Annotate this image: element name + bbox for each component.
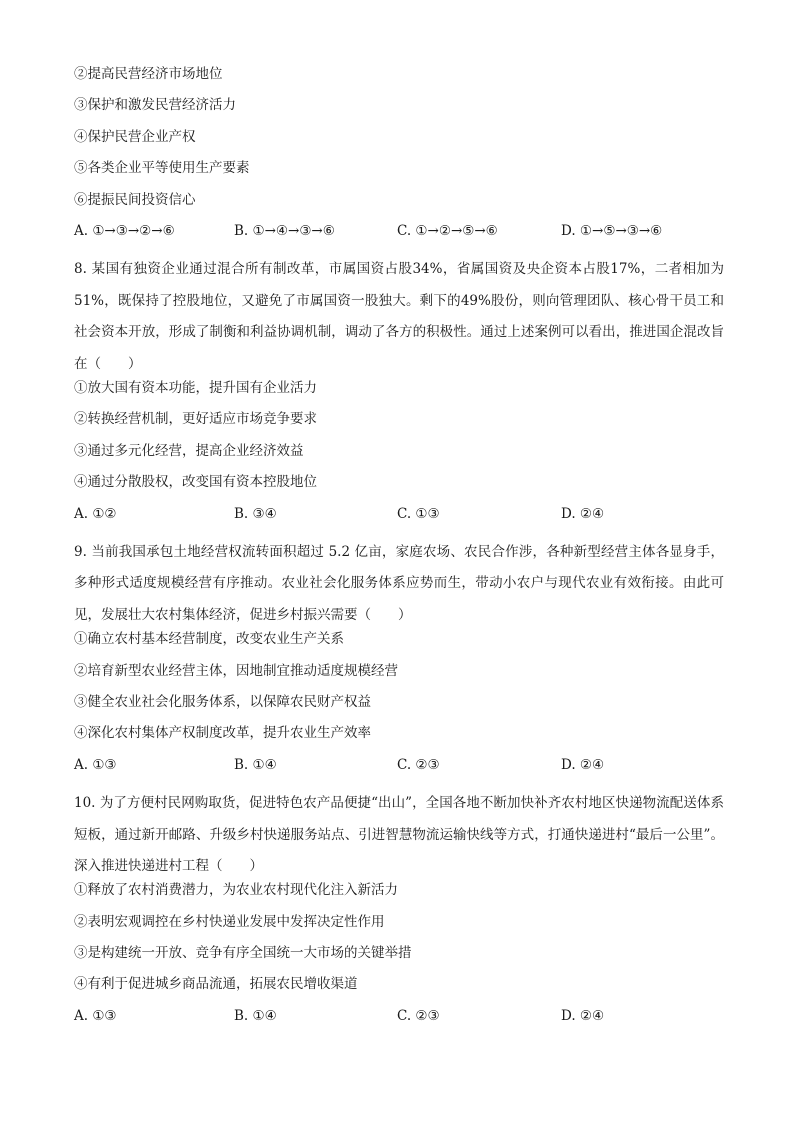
question-stem: 8. 某国有独资企业通过混合所有制改革，市属国资占股34%，省属国资及央企资本占股17%，二者相加为51%，既保持了控股地位，又避免了市属国资一股独大。剩下的49%股份，则向管理团队、核心骨干员工和社会资本开放，形成了制衡和利益协调机制，调动了各方的积极性。通过上述案例可以看出，推进国企混改旨在（ ） xyxy=(74,261,724,372)
option-line: ③通过多元化经营，提高企业经济效益 xyxy=(74,442,304,459)
option-line: ②培育新型农业经营主体，因地制宜推动适度规模经营 xyxy=(74,662,398,679)
option-line: ④深化农村集体产权制度改革，提升农业生产效率 xyxy=(74,725,371,742)
option-line: ③保护和激发民营经济活力 xyxy=(74,97,236,114)
choice-c[interactable]: C. ①③ xyxy=(397,505,440,522)
question-stem: 9. 当前我国承包土地经营权流转面积超过 5.2 亿亩，家庭农场、农民合作涉，各种新型经营主体各显身手，多种形式适度规模经营有序推动。农业社会化服务体系应势而生，带动小农户与现代农业有效衔接。由此可见，发展壮大农村集体经济，促进乡村振兴需要（ ） xyxy=(74,543,724,623)
choice-d[interactable]: D. ②④ xyxy=(561,756,605,773)
option-line: ①确立农村基本经营制度，改变农业生产关系 xyxy=(74,631,344,648)
answer-choices xyxy=(74,223,724,254)
question-7-tail xyxy=(74,66,724,254)
choice-c[interactable]: C. ①→②→⑤→⑥ xyxy=(397,222,498,239)
option-line: ②转换经营机制，更好适应市场竞争要求 xyxy=(74,411,317,428)
question-10 xyxy=(74,788,724,1039)
choice-b[interactable]: B. ①→④→③→⑥ xyxy=(234,222,335,239)
answer-choices xyxy=(74,506,724,537)
exam-page xyxy=(74,66,724,1039)
option-line: ②表明宏观调控在乡村快递业发展中发挥决定性作用 xyxy=(74,913,385,930)
choice-b[interactable]: B. ③④ xyxy=(234,505,277,522)
question-9 xyxy=(74,537,724,788)
choice-d[interactable]: D. ②④ xyxy=(561,505,605,522)
question-stem: 10. 为了方便村民网购取货，促进特色农产品便捷“出山”，全国各地不断加快补齐农村地区快递物流配送体系短板，通过新开邮路、升级乡村快递服务站点、引进智慧物流运输快线等方式，打通快递进村“最后一公里”。深入推进快递进村工程（ ） xyxy=(74,795,724,874)
option-line: ④有利于促进城乡商品流通，拓展农民增收渠道 xyxy=(74,976,358,993)
option-line: ③健全农业社会化服务体系，以保障农民财产权益 xyxy=(74,693,371,710)
choice-b[interactable]: B. ①④ xyxy=(234,1007,277,1024)
choice-a[interactable]: A. ①③ xyxy=(74,756,117,773)
choice-c[interactable]: C. ②③ xyxy=(397,1007,440,1024)
option-line: ④通过分散股权，改变国有资本控股地位 xyxy=(74,474,317,491)
option-line: ③是构建统一开放、竞争有序全国统一大市场的关键举措 xyxy=(74,945,412,962)
answer-choices xyxy=(74,757,724,788)
choice-a[interactable]: A. ①③ xyxy=(74,1007,117,1024)
option-line: ②提高民营经济市场地位 xyxy=(74,66,223,82)
choice-d[interactable]: D. ②④ xyxy=(561,1007,605,1024)
option-line: ①释放了农村消费潜力，为农业农村现代化注入新活力 xyxy=(74,882,398,899)
question-8 xyxy=(74,254,724,537)
choice-d[interactable]: D. ①→⑤→③→⑥ xyxy=(561,222,663,239)
choice-b[interactable]: B. ①④ xyxy=(234,756,277,773)
choice-a[interactable]: A. ①→③→②→⑥ xyxy=(74,222,175,239)
option-line: ⑤各类企业平等使用生产要素 xyxy=(74,160,250,177)
choice-a[interactable]: A. ①② xyxy=(74,505,117,522)
option-line: ④保护民营企业产权 xyxy=(74,128,196,145)
option-line: ①放大国有资本功能，提升国有企业活力 xyxy=(74,379,317,396)
choice-c[interactable]: C. ②③ xyxy=(397,756,440,773)
answer-choices xyxy=(74,1008,724,1039)
option-line: ⑥提振民间投资信心 xyxy=(74,191,196,208)
